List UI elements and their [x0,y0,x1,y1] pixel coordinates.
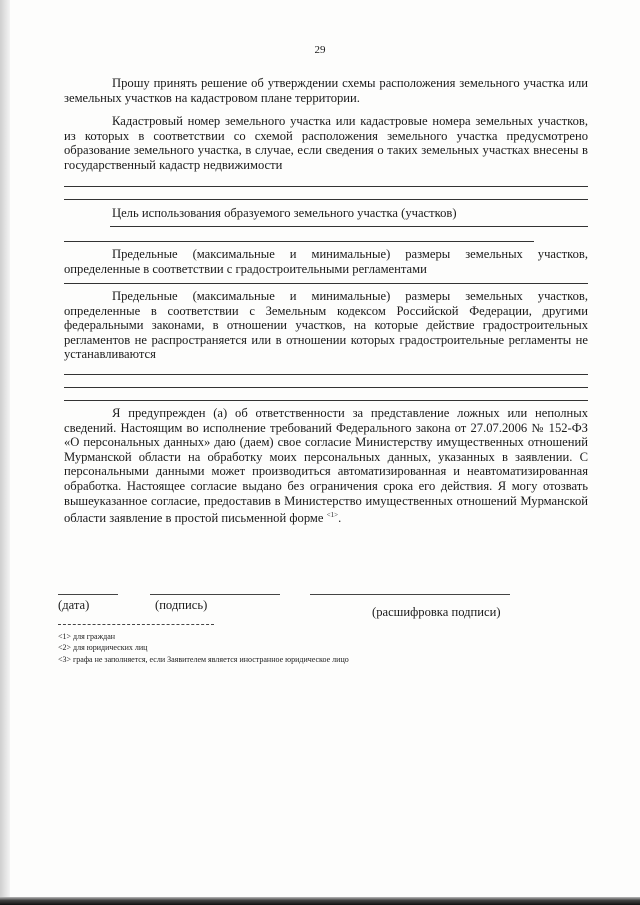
footnote-3: <3> графа не заполняется, если Заявителем является иностранное юридическое лицо [58,655,349,664]
paragraph-request: Прошу принять решение об утверждении схемы расположения земельного участка или земельных участков на кадастровом плане территории. [64,76,588,105]
signature-line [150,594,280,595]
paragraph-purpose: Цель использования образуемого земельного участка (участков) [112,206,457,220]
paragraph-size-limits-regulations: Предельные (максимальные и минимальные) размеры земельных участков, определенные в соответствии с градостроительными регламентами [64,247,588,276]
fill-line [64,374,588,375]
footnote-1: <1> для граждан [58,632,116,641]
paragraph-cadastral-number: Кадастровый номер земельного участка или кадастровые номера земельных участков, из которых в соответствии со схемой расположения земельного участка предусмотрено образование земельного участка, в случае, если сведения о таких земельных участках внесены в государственный кадастр недвижимости [64,114,588,172]
date-line [58,594,118,595]
fill-line [110,226,588,227]
fill-line [64,241,534,242]
scan-edge-bottom [0,897,640,905]
footnote-separator [58,624,214,625]
fill-line [64,387,588,388]
decode-label: (расшифровка подписи) [372,605,501,619]
page-number: 29 [314,44,326,56]
decode-line [310,594,510,595]
fill-line [64,199,588,200]
date-label: (дата) [58,598,90,612]
consent-text: Я предупрежден (а) об ответственности за представление ложных или неполных сведений. Настоящим во исполнение требований Федерального закона от 27.07.2006 № 152-ФЗ «О персональных данных» даю (даем) свое согласие Министерству имущественных отношений Мурманской области на обработку моих персональных данных, указанных в заявлении. С персональными данными может производиться автоматизированная и неавтоматизированная обработка. Настоящее согласие выдано без ограничения срока его действия. Я могу отозвать вышеуказанное согласие, предоставив в Министерство имущественных отношений Мурманской области заявление в простой письменной форме [64,406,588,526]
fill-line [64,186,588,187]
signature-label: (подпись) [155,598,208,612]
footnote-2: <2> для юридических лиц [58,643,148,652]
paragraph-size-limits-land-code: Предельные (максимальные и минимальные) размеры земельных участков, определенные в соответствии с Земельным кодексом Российской Федерации, другими федеральными законами, в отношении участков, на которые действие градостроительных регламентов не распространяется или в отношении которых градостроительные регламенты не устанавливаются [64,289,588,362]
footnote-ref: <1> [326,511,339,520]
fill-line [64,400,588,401]
fill-line [64,283,588,284]
scan-edge-left [0,0,10,905]
paragraph-consent: Я предупрежден (а) об ответственности за представление ложных или неполных сведений. Настоящим во исполнение требований Федерального закона от 27.07.2006 № 152-ФЗ «О персональных данных» даю (даем) свое согласие Министерству имущественных отношений Мурманской области на обработку моих персональных данных, указанных в заявлении. С персональными данными может производиться автоматизированная и неавтоматизированная обработка. Настоящее согласие выдано без ограничения срока его действия. Я могу отозвать вышеуказанное согласие, предоставив в Министерство имущественных отношений Мурманской области заявление в простой письменной форме $^{<1>}$. [64,406,588,526]
